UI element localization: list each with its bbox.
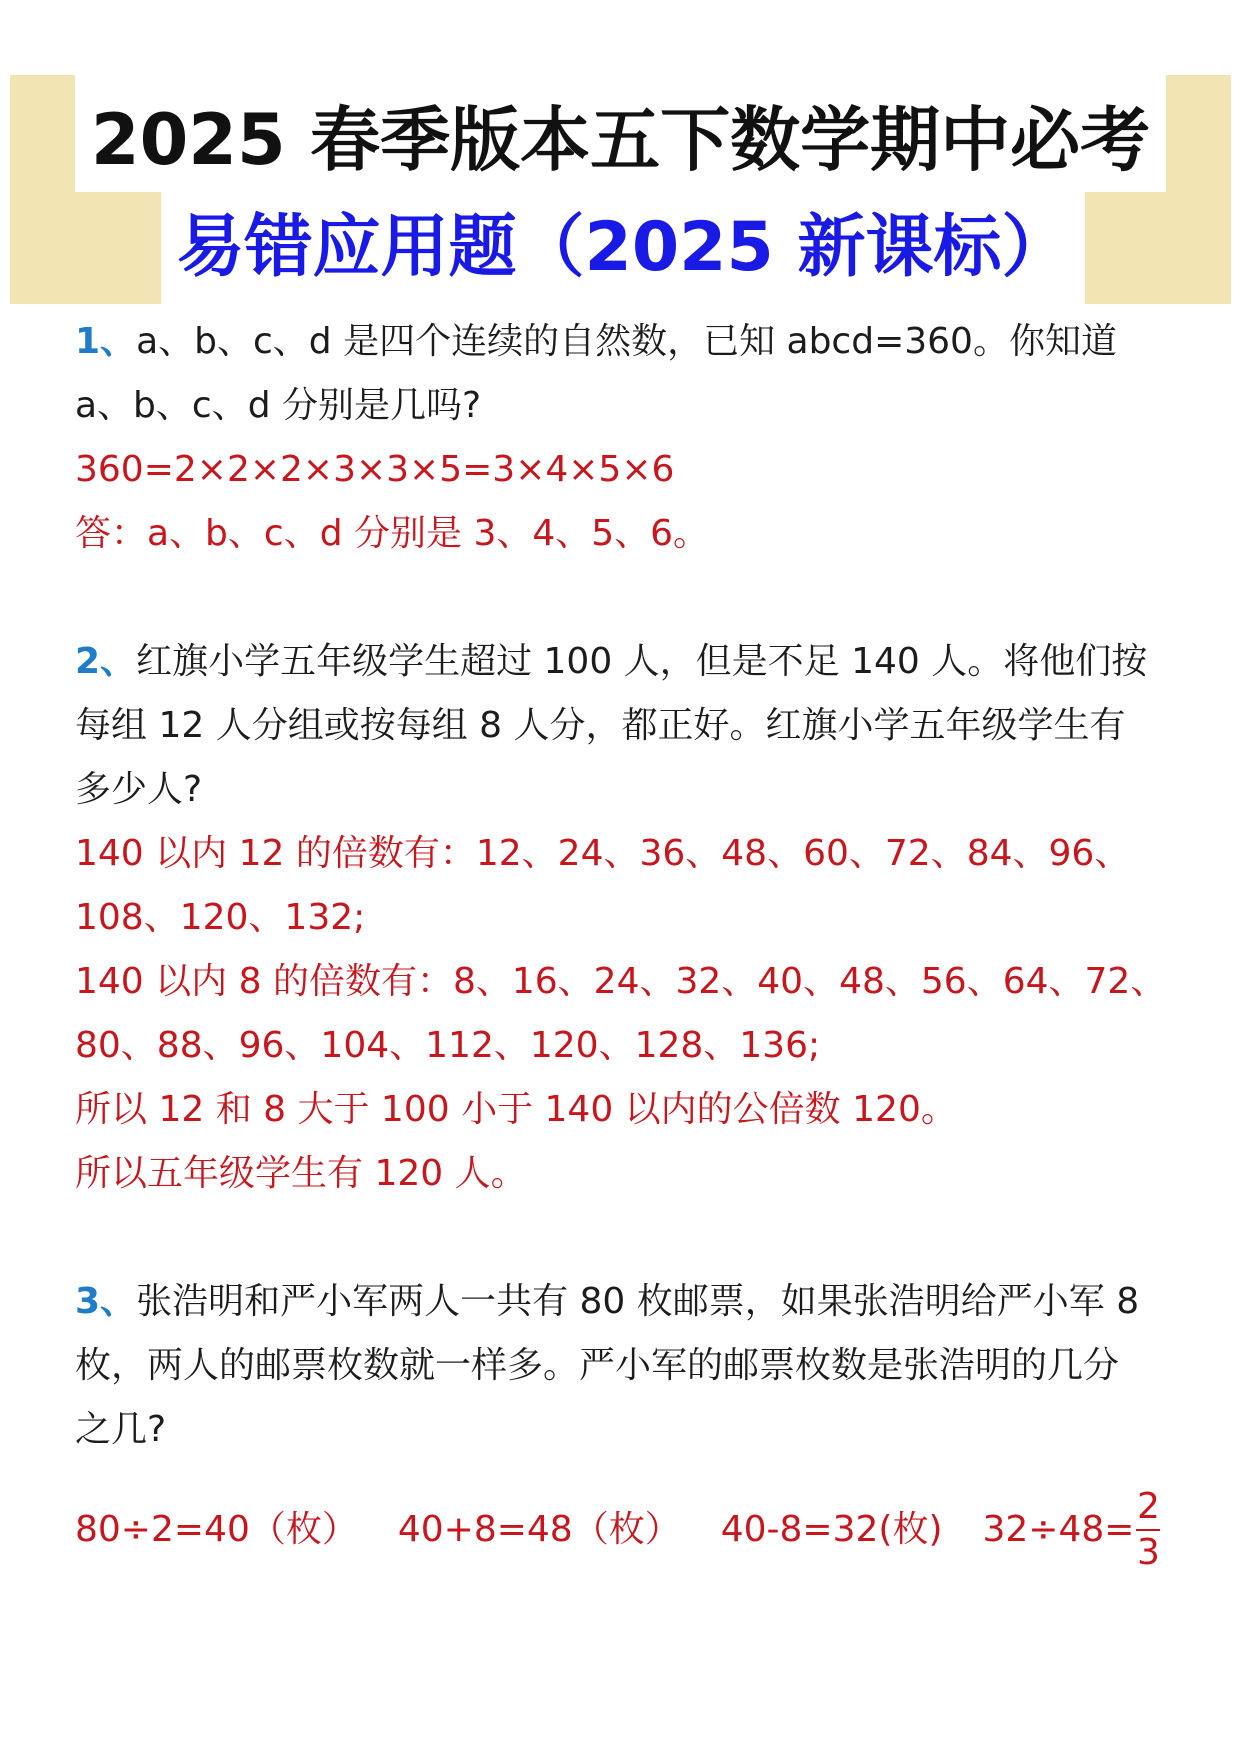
answer-line: 108、120、132; <box>75 897 366 938</box>
fraction-numerator: 2 <box>1137 1486 1160 1527</box>
problem-number: 3、 <box>75 1281 137 1322</box>
subtitle-band-left <box>75 192 161 304</box>
answer-line: 80、88、96、104、112、120、128、136; <box>75 1025 821 1066</box>
answer-formula: 80÷2=40（枚） <box>75 1509 358 1550</box>
problem-3 <box>75 1270 1175 1580</box>
answer-line: 答：a、b、c、d 分别是 3、4、5、6。 <box>75 513 710 554</box>
fraction-denominator: 3 <box>1137 1532 1160 1573</box>
answer-line: 所以五年级学生有 120 人。 <box>75 1153 527 1194</box>
problem-number: 1、 <box>75 321 137 362</box>
question-line: 枚，两人的邮票枚数就一样多。严小军的邮票枚数是张浩明的几分 <box>75 1345 1120 1386</box>
answer-line: 140 以内 8 的倍数有：8、16、24、32、40、48、56、64、72、 <box>75 961 1167 1002</box>
question-line <box>75 630 1175 694</box>
question-text: 红旗小学五年级学生超过 100 人，但是不足 140 人。将他们按 <box>136 641 1148 682</box>
answer-formula: 40-8=32(枚) <box>720 1509 943 1550</box>
question-line: 每组 12 人分组或按每组 8 人分，都正好。红旗小学五年级学生有 <box>75 705 1126 746</box>
answer-line: 140 以内 12 的倍数有：12、24、36、48、60、72、84、96、 <box>75 833 1131 874</box>
page-title: 2025 春季版本五下数学期中必考 <box>75 88 1166 192</box>
problem-1 <box>75 310 1175 566</box>
question-line: 多少人? <box>75 769 203 810</box>
answer-line: 360=2×2×2×3×3×5=3×4×5×6 <box>75 449 675 490</box>
title-band-left <box>10 75 75 304</box>
question-line <box>75 310 1175 374</box>
answer-formula: 32÷48= <box>982 1509 1135 1550</box>
answer-formula: 40+8=48（枚） <box>397 1509 681 1550</box>
question-line: 之几? <box>75 1409 167 1450</box>
subtitle-band-right <box>1085 192 1166 304</box>
title-band-right <box>1166 75 1231 304</box>
question-line: a、b、c、d 分别是几吗? <box>75 385 482 426</box>
question-text: a、b、c、d 是四个连续的自然数，已知 abcd=360。你知道 <box>136 321 1117 362</box>
question-line <box>75 1270 1175 1334</box>
fraction-bar <box>1136 1529 1160 1531</box>
problem-list <box>75 310 1175 1580</box>
problem-2 <box>75 630 1175 1206</box>
answer-formula-row <box>75 1480 1175 1580</box>
answer-fraction <box>1136 1487 1160 1573</box>
question-text: 张浩明和严小军两人一共有 80 枚邮票，如果张浩明给严小军 8 <box>136 1281 1140 1322</box>
problem-number: 2、 <box>75 641 137 682</box>
answer-line: 所以 12 和 8 大于 100 小于 140 以内的公倍数 120。 <box>75 1089 957 1130</box>
page-subtitle: 易错应用题（2025 新课标） <box>161 192 1085 304</box>
